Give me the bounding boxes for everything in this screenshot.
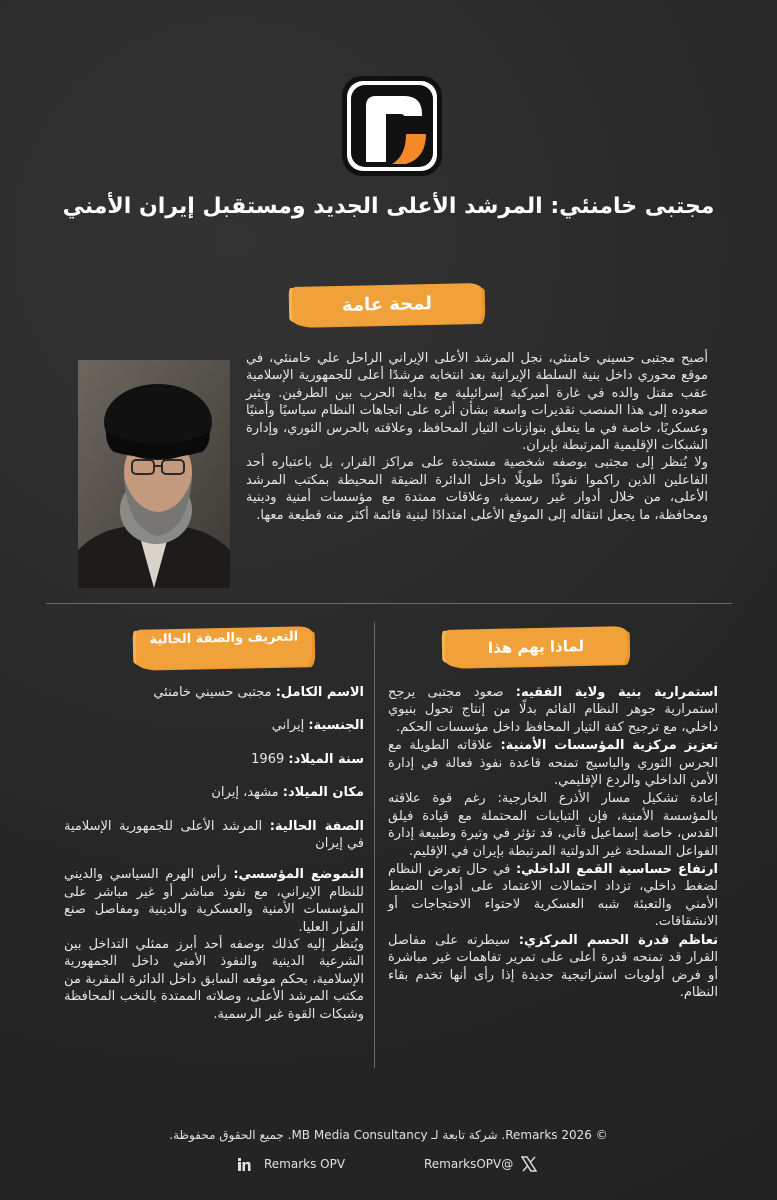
why-item-label: استمرارية بنية ولاية الفقيه: [515, 685, 718, 700]
profile-details [64, 684, 364, 1023]
why-item-text: سيطرته على مفاصل القرار قد تمنحه قدرة أعلى على تمرير تفاهمات غير مباشرة أو فرض أولويات استراتيجية جديدة إذا رأى أنها تخدم بقاء النظام. [388, 932, 718, 1000]
profile-position-extra: ويُنظر إليه كذلك بوصفه أحد أبرز ممثلي التداخل بين الشرعية الدينية والنفوذ الأمني داخل الجمهورية الإسلامية، بحكم موقعه السابق داخل الدائرة المقربة من مكتب المرشد الأعلى، وصلاته الممتدة بالنخب المحافظة وشبكات القوة غير الرسمية. [64, 937, 364, 1022]
page-title: مجتبى خامنئي: المرشد الأعلى الجديد ومستقبل إيران الأمني [62, 194, 715, 219]
linkedin-logo-icon [238, 1156, 256, 1172]
why-list [388, 684, 718, 1002]
field-value: رأس الهرم السياسي والديني للنظام الإيراني، مع نفوذ مباشر أو غير مباشر على المؤسسات الأمنية والعسكرية والدينية ومفاصل صنع القرار العليا. [64, 867, 364, 935]
portrait-illustration [78, 360, 230, 588]
overview-text [246, 350, 708, 524]
profile-field-birth-year [64, 751, 364, 768]
why-item [388, 932, 718, 1002]
x-handle: RemarksOPV@ [424, 1157, 514, 1171]
why-item-text: علاقاته الطويلة مع الحرس الثوري والباسيج تمنحه قاعدة نفوذ فعالة في إدارة الأمن الداخلي والردع الإقليمي. [388, 738, 718, 789]
overview-paragraph: أصبح مجتبى حسيني خامنئي، نجل المرشد الأعلى الإيراني الراحل علي خامنئي، في موقع محوري داخل بنية السلطة الإيرانية بعد انتخابه مرشدًا أعلى للجمهورية الإسلامية عقب مقتل والده في غارة أميركية إسرائيلية مع بداية الحرب بين الطرفين. ويثير صعوده إلى هذا المنصب تقديرات واسعة بشأن أثره على اتجاهات النظام سياسيًا وأمنيًا وعسكريًا، خاصة في ما يتعلق بتوازنات التيار المحافظ، وعلاقته بالحرس الثوري، وإدارة الشبكات الإقليمية المرتبطة بإيران. [246, 351, 708, 454]
field-value: إيراني [271, 718, 309, 734]
field-value: 1969 [251, 751, 289, 767]
linkedin-social-link[interactable] [238, 1156, 345, 1172]
profile-field-position [64, 866, 364, 936]
profile-heading: التعريف والصفة الحالية [136, 626, 313, 670]
why-item-label: تعاظم قدرة الحسم المركزي: [518, 932, 718, 948]
profile-field-nationality [64, 717, 364, 734]
field-value: مجتبى حسيني خامنئي [153, 685, 276, 700]
why-item [388, 861, 718, 931]
field-label: سنة الميلاد: [288, 751, 364, 767]
field-label: التموضع المؤسسي: [233, 867, 364, 883]
why-item [388, 737, 718, 789]
linkedin-handle: Remarks OPV [264, 1157, 346, 1171]
remarks-logo-icon [342, 76, 442, 176]
why-item-label: تعزيز مركزية المؤسسات الأمنية: [500, 738, 718, 754]
field-label: الجنسية: [308, 718, 364, 734]
profile-field-name [64, 684, 364, 701]
field-value: المرشد الأعلى للجمهورية الإسلامية في إيران [64, 818, 364, 852]
field-label: مكان الميلاد: [282, 785, 364, 801]
field-label: الاسم الكامل: [275, 685, 364, 700]
column-divider [374, 622, 375, 1068]
why-item [388, 684, 718, 736]
section-divider [46, 603, 732, 604]
why-item-text: إعادة تشكيل مسار الأذرع الخارجية: رغم قوة علاقته بالمؤسسة الأمنية، فإن التباينات المحتملة مع قيادة فيلق القدس، خاصة إسماعيل قآني، قد تؤثر في وتيرة وطبيعة إدارة الفواعل المسلحة غير الدولتية المرتبطة بإيران في الإقليم. [388, 791, 718, 859]
why-item [388, 790, 718, 860]
remarks-logo [342, 76, 442, 176]
why-item-text: في حال تعرض النظام لضغط داخلي، تزداد احتمالات الاعتماد على أدوات الضبط الأمني والتعبئة شبه العسكرية لاحتواء الاحتجاجات أو الانشقاقات. [388, 862, 718, 930]
copyright-text: © Remarks 2026. شركة تابعة لـ MB Media Consultancy. جميع الحقوق محفوظة. [169, 1128, 608, 1142]
why-item-text: صعود مجتبى يرجح استمرارية جوهر النظام القائم بدلًا من إنتاج تحول بنيوي داخلي، مع ترجيح كفة التيار المحافظ داخل مؤسسات الحكم. [388, 685, 718, 735]
x-logo-icon [521, 1156, 537, 1172]
why-item-label: ارتفاع حساسية القمع الداخلي: [515, 862, 718, 878]
overview-heading: لمحة عامة [292, 283, 483, 327]
field-value: مشهد، إيران [211, 785, 283, 801]
profile-field-current-role [64, 818, 364, 853]
x-social-link[interactable] [424, 1156, 537, 1172]
profile-field-birthplace [64, 784, 364, 801]
field-label: الصفة الحالية: [269, 818, 364, 834]
why-heading: لماذا يهم هذا [445, 626, 628, 668]
portrait-photo [78, 360, 230, 588]
overview-paragraph: ولا يُنظر إلى مجتبى بوصفه شخصية مستجدة على مراكز القرار، بل باعتباره أحد الفاعلين الذين راكموا نفوذًا طويلًا داخل الدائرة الضيقة المحيطة بمكتب المرشد الأعلى، من خلال أدوار غير رسمية، وعلاقات ممتدة مع مؤسسات أمنية ودينية ومحافظة، ما يجعل انتقاله إلى الموقع الأعلى امتدادًا لبنية قائمة أكثر منه قطيعة معها. [246, 455, 708, 523]
